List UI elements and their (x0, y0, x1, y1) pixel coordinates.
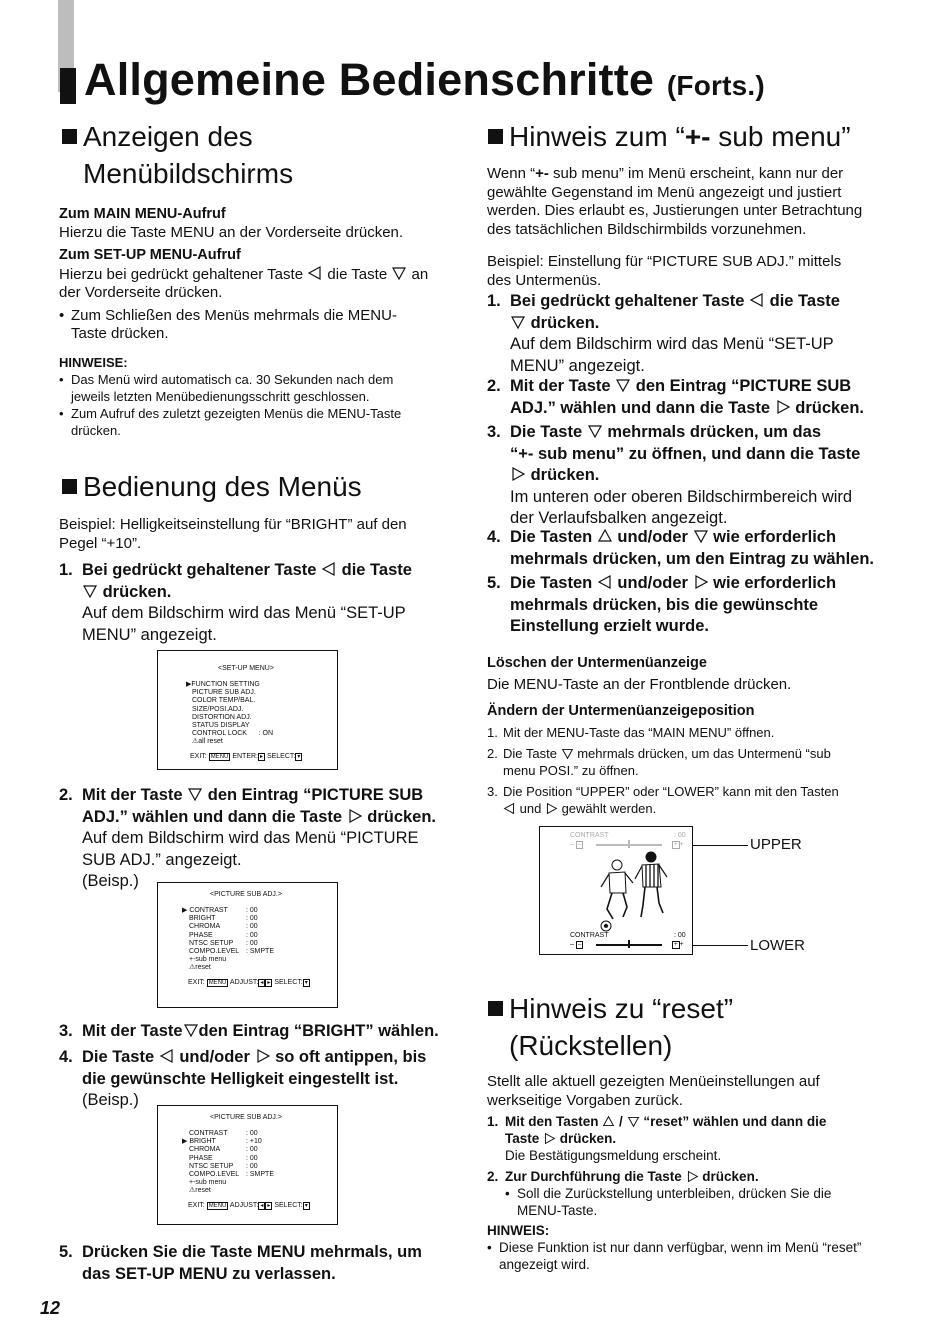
lower-level-marker (628, 940, 630, 948)
up-triangle-icon (602, 1115, 615, 1128)
down-triangle-icon (693, 528, 709, 544)
left-triangle-icon (749, 292, 765, 308)
position-steps: 1. Mit der MENU-Taste das “MAIN MENU” öffnen. 2. Die Taste mehrmals drücken, um das Untermenü “sub menu POSI.” zu öffnen. 3. Die Position “UPPER” oder “LOWER” kann mit den Tasten und gewählt werden. (487, 725, 839, 816)
section-heading-anzeigen: Anzeigen des Menübildschirms (62, 118, 293, 192)
submenu-intro: Wenn “+- sub menu” im Menü erscheint, kann nur der gewählte Gegenstand im Menü angezeigt und justiert werden. Dies erlaubt es, Justierungen unter Betrachtung des tatsächlichen Bildschirmbilds vorzunehmen. Beispiel: Einstellung für “PICTURE SUB ADJ.” mittels des Untermenüs. (487, 165, 863, 289)
submenu-step-5: 5. Die Tasten und/oder wie erforderlich mehrmals drücken, bis die gewünschte Einstellung erzielt wurde. (487, 574, 837, 635)
left-triangle-icon (597, 574, 613, 590)
upper-callout-label: UPPER (750, 836, 802, 853)
title-square-icon (60, 68, 76, 104)
main-menu-instructions: Zum MAIN MENU-Aufruf Hierzu die Taste MENU an der Vorderseite drücken. Zum SET-UP MENU-Aufruf Hierzu bei gedrückt gehaltener Taste die Taste an der Vorderseite drücken. • Zum Schließen des Menüs mehrmals die MENU- Taste drücken. (59, 205, 459, 344)
page-number: 12 (40, 1298, 61, 1318)
reset-steps: 1. Mit den Tasten / “reset” wählen und dann die Taste drücken. Die Bestätigungsmeldung erscheint. 2. Zur Durchführung die Taste drücken. • Soll die Zurückstellung unterbleiben, drücken Sie die MENU-Taste. HINWEIS: • Diese Funktion ist nur dann verfügbar, wenn im Menü “reset” angezeigt wird. (487, 1113, 897, 1273)
right-triangle-icon (686, 1170, 699, 1183)
soccer-players-illustration (595, 847, 675, 929)
setup-menu-screen: <SET-UP MENU> ▶FUNCTION SETTING PICTURE SUB ADJ. COLOR TEMP/BAL. SIZE/POSI.ADJ. DISTORTION ADJ. STATUS DISPLAY CONTROL LOCK : ON ⚠all reset EXIT: MENU ENTER: ▸ SELECT: ▾ (157, 650, 338, 770)
heading-square-icon (488, 129, 503, 144)
down-triangle-icon (615, 377, 631, 393)
submenu-position-figure: CONTRAST : 00 – – + + CONTRAST : 00 – – + + (539, 826, 693, 955)
right-triangle-icon (255, 1048, 271, 1064)
right-triangle-icon (347, 808, 363, 824)
section-heading-reset: Hinweis zu “reset” (Rückstellen) (488, 990, 733, 1064)
soccer-ball-icon (600, 920, 612, 932)
submenu-plusminus-icon: +- (684, 121, 711, 152)
picture-sub-adj-screen-2: <PICTURE SUB ADJ.> CONTRAST ▶ BRIGHT CHROMA PHASE NTSC SETUP COMPO.LEVEL +-sub menu ⚠reset : 00 : +10 : 00 : 00 : 00 : SMPTE EXIT: MENU ADJUST: ◂ ▸ SELECT: ▾ (157, 1105, 338, 1225)
submenu-step-1: 1. Bei gedrückt gehaltener Taste die Taste drücken. Auf dem Bildschirm wird das Menü “SET-UP MENU” angezeigt. (487, 292, 840, 375)
lower-callout-label: LOWER (750, 937, 806, 954)
down-triangle-icon (561, 747, 574, 760)
heading-square-icon (488, 1001, 503, 1016)
right-triangle-icon (543, 1132, 556, 1145)
left-triangle-icon (307, 265, 323, 281)
left-triangle-icon (321, 561, 337, 577)
right-triangle-icon (510, 466, 526, 482)
down-triangle-icon (183, 1022, 199, 1038)
step-5: 5. Drücken Sie die Taste MENU mehrmals, um das SET-UP MENU zu verlassen. (59, 1243, 422, 1283)
left-triangle-icon (159, 1048, 175, 1064)
lower-callout-line (692, 945, 748, 946)
step-4: 4. Die Taste und/oder so oft antippen, bis die gewünschte Helligkeit eingestellt ist. (Beisp.) (59, 1048, 427, 1109)
step-1: 1. Bei gedrückt gehaltener Taste die Taste drücken. Auf dem Bildschirm wird das Menü “SET-UP MENU” angezeigt. (59, 561, 412, 644)
submenu-step-2: 2. Mit der Taste den Eintrag “PICTURE SUB ADJ.” wählen und dann die Taste drücken. (487, 377, 865, 417)
submenu-step-3: 3. Die Taste mehrmals drücken, um das “+- sub menu” zu öffnen, und dann die Taste drücken. Im unteren oder oberen Bildschirmbereich wird der Verlaufsbalken angezeigt. (487, 423, 861, 527)
down-triangle-icon (510, 314, 526, 330)
right-triangle-icon (545, 802, 558, 815)
down-triangle-icon (82, 583, 98, 599)
heading-square-icon (62, 479, 77, 494)
down-triangle-icon (391, 265, 407, 281)
bedienung-intro: Beispiel: Helligkeitseinstellung für “BRIGHT” auf den Pegel “+10”. (59, 516, 407, 552)
section-heading-bedienung: Bedienung des Menüs (62, 468, 362, 505)
hinweise-notes: HINWEISE: • Das Menü wird automatisch ca. 30 Sekunden nach dem jeweils letzten Menübedienungsschritt geschlossen. • Zum Aufruf des zuletzt gezeigten Menüs die MENU-Taste drücken. (59, 354, 459, 439)
screen-title: <SET-UP MENU> (218, 665, 274, 672)
heading-square-icon (62, 129, 77, 144)
submenu-plusminus-icon: +- (535, 165, 549, 182)
page-title: Allgemeine Bedienschritte (Forts.) (84, 54, 765, 105)
submenu-step-4: 4. Die Tasten und/oder wie erforderlich mehrmals drücken, um den Eintrag zu wählen. (487, 528, 874, 568)
upper-callout-line (692, 845, 748, 846)
down-triangle-icon (587, 423, 603, 439)
right-triangle-icon (775, 399, 791, 415)
step-2: 2. Mit der Taste den Eintrag “PICTURE SUB ADJ.” wählen und dann die Taste drücken. Auf dem Bildschirm wird das Menü “PICTURE SUB ADJ.” angezeigt. (Beisp.) (59, 786, 437, 890)
loeschen-section: Löschen der Untermenüanzeige Die MENU-Taste an der Frontblende drücken. Ändern der Untermenüanzeigeposition (487, 655, 792, 719)
section-heading-submenu: Hinweis zum “+- sub menu” (488, 118, 851, 155)
down-triangle-icon (627, 1115, 640, 1128)
left-triangle-icon (503, 802, 516, 815)
submenu-plusminus-icon: +- (518, 444, 534, 463)
reset-intro: Stellt alle aktuell gezeigten Menüeinstellungen auf werkseitige Vorgaben zurück. (487, 1073, 820, 1109)
picture-sub-adj-screen-1: <PICTURE SUB ADJ.> ▶ CONTRAST BRIGHT CHROMA PHASE NTSC SETUP COMPO.LEVEL +-sub menu ⚠reset : 00 : 00 : 00 : 00 : 00 : SMPTE EXIT: MENU ADJUST: ◂ ▸ SELECT: ▾ (157, 882, 338, 1008)
up-triangle-icon (597, 528, 613, 544)
down-triangle-icon (187, 786, 203, 802)
step-3: 3. Mit der Taste den Eintrag “BRIGHT” wählen. (59, 1022, 439, 1040)
right-triangle-icon (693, 574, 709, 590)
